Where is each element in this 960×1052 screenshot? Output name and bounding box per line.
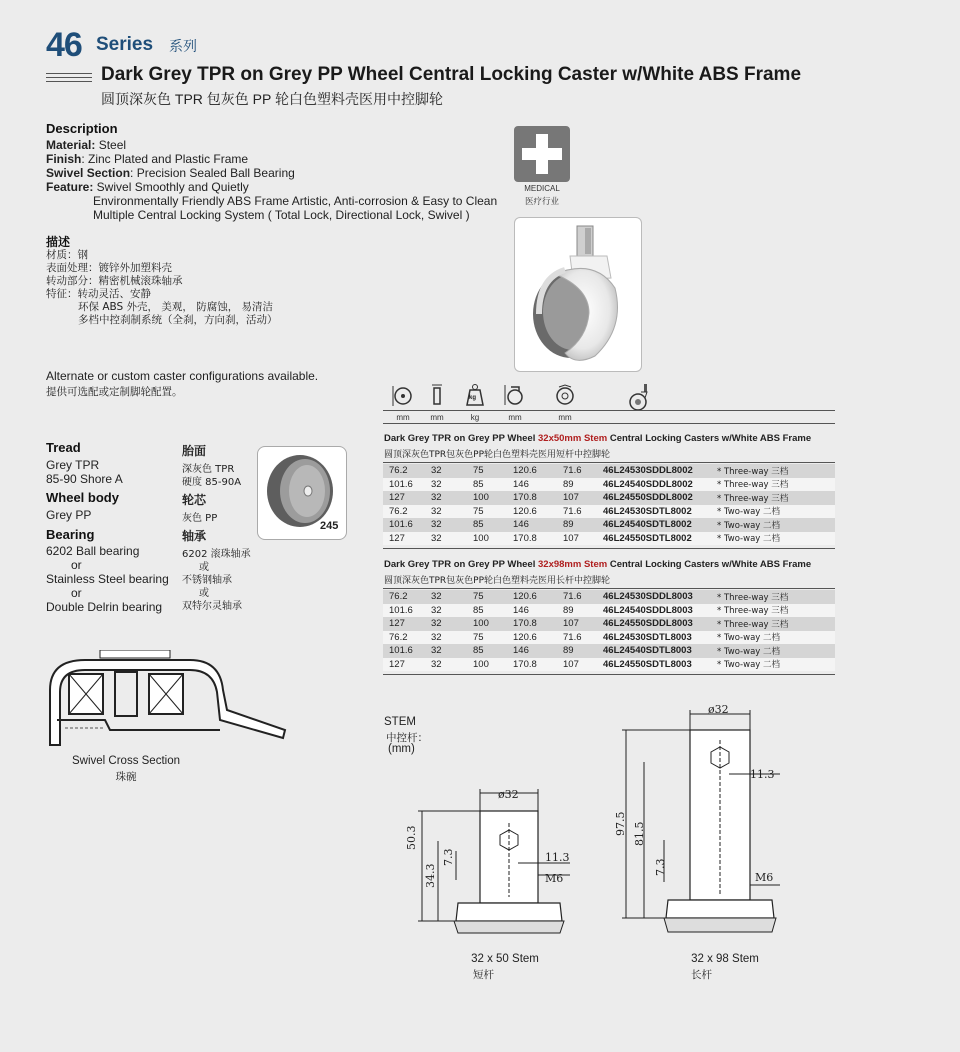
tread-value: Grey TPR: [46, 458, 100, 472]
table-row: [383, 658, 835, 672]
model-number-cell: 46L24530SDTL8003: [603, 631, 717, 645]
stem-label-cn: 中控杆：: [386, 732, 428, 744]
wheel-body-label: Wheel body: [46, 490, 119, 505]
page-title-cn: 圆顶深灰色 TPR 包灰色 PP 轮白色塑料壳医用中控脚轮: [101, 91, 443, 107]
kg-symbol: kg: [469, 395, 477, 401]
table-cell: 127: [383, 617, 431, 631]
wheel-width-icon: [417, 382, 457, 422]
table-row: [383, 532, 835, 546]
table1-title: Dark Grey TPR on Grey PP Wheel 32x50mm Stem Central Locking Casters w/White ABS Frame: [384, 433, 812, 444]
unit-label: mm: [430, 413, 444, 422]
table-cell: 32: [431, 478, 473, 492]
table-cell: 89: [563, 604, 603, 618]
model-number-cell: 46L24550SDTL8002: [603, 532, 717, 546]
table-row: [383, 518, 835, 532]
table-cell: 146: [513, 644, 563, 658]
table-cell: 89: [563, 644, 603, 658]
table-cell: 101.6: [383, 644, 431, 658]
spec-table-2: [383, 590, 835, 671]
wheel-code: 245: [320, 520, 339, 532]
medical-label: MEDICAL: [524, 184, 560, 193]
table-cell: 71.6: [563, 505, 603, 519]
table-cell: 120.6: [513, 505, 563, 519]
rule: [383, 462, 835, 463]
tread-label: Tread: [46, 440, 81, 455]
table-cell: 32: [431, 532, 473, 546]
table-cell: 32: [431, 491, 473, 505]
table-cell: * Three-way 三档: [717, 590, 835, 604]
table-cell: 32: [431, 658, 473, 672]
table-cell: * Three-way 三档: [717, 464, 835, 478]
or-cn: 或: [199, 588, 209, 599]
table-cell: * Two-way 二档: [717, 505, 835, 519]
series-number: 46: [46, 26, 82, 64]
description-heading: Description: [46, 121, 118, 136]
medical-cross-icon: [522, 148, 562, 160]
table1-subtitle: 圆顶深灰色TPR包灰色PP轮白色塑料壳医用短杆中控脚轮: [384, 450, 611, 460]
table-cell: 120.6: [513, 631, 563, 645]
description-cn-line: 表面处理：镀锌外加塑料壳: [46, 262, 172, 274]
table2-title: Dark Grey TPR on Grey PP Wheel 32x98mm Stem Central Locking Casters w/White ABS Frame: [384, 559, 812, 570]
table-cell: 120.6: [513, 590, 563, 604]
table-cell: 71.6: [563, 631, 603, 645]
bearing-value: 6202 Ball bearing: [46, 544, 140, 558]
tread-cn-value: 深灰色 TPR: [182, 464, 235, 475]
table2-subtitle: 圆顶深灰色TPR包灰色PP轮白色塑料壳医用长杆中控脚轮: [384, 576, 611, 586]
model-number-cell: 46L24550SDDL8002: [603, 491, 717, 505]
table-cell: 32: [431, 604, 473, 618]
tread-hardness: 85-90 Shore A: [46, 472, 123, 486]
table-row: [383, 590, 835, 604]
table-cell: 127: [383, 658, 431, 672]
spec-icons-row: [383, 382, 835, 422]
unit-label: mm: [396, 413, 410, 422]
stem-unit: (mm): [388, 743, 415, 755]
table-row: [383, 617, 835, 631]
long-stem-small-height: 7.3: [654, 858, 667, 876]
model-number-cell: 46L24530SDDL8002: [603, 464, 717, 478]
long-stem-total-height: 97.5: [614, 811, 627, 836]
table-cell: 85: [473, 644, 513, 658]
table-cell: 76.2: [383, 590, 431, 604]
table-cell: 71.6: [563, 590, 603, 604]
body-cn-value: 灰色 PP: [182, 513, 218, 524]
table-cell: 75: [473, 590, 513, 604]
short-stem-mid-height: 34.3: [424, 863, 437, 888]
table-cell: 100: [473, 532, 513, 546]
short-stem-total-height: 50.3: [405, 825, 418, 850]
table-cell: 32: [431, 505, 473, 519]
short-stem-thread: M6: [545, 872, 564, 885]
short-stem-caption-cn: 短杆: [473, 969, 494, 981]
table-cell: 101.6: [383, 604, 431, 618]
table-cell: 127: [383, 491, 431, 505]
model-number-cell: 46L24530SDDL8003: [603, 590, 717, 604]
tread-cn-label: 胎面: [182, 444, 207, 458]
description-cn-line: 多档中控刹制系统（全刹，方向刹，活动）: [78, 314, 278, 326]
model-number-cell: 46L24540SDDL8002: [603, 478, 717, 492]
table-cell: 32: [431, 518, 473, 532]
feature-line-3: Multiple Central Locking System ( Total Lock, Directional Lock, Swivel ): [93, 208, 470, 222]
table-cell: * Two-way 二档: [717, 658, 835, 672]
load-weight-icon: [455, 382, 495, 422]
or-text: or: [71, 558, 82, 572]
table-cell: * Three-way 三档: [717, 491, 835, 505]
table-cell: * Two-way 二档: [717, 532, 835, 546]
table-cell: * Two-way 二档: [717, 518, 835, 532]
model-number-cell: 46L24540SDTL8002: [603, 518, 717, 532]
product-photo: [514, 217, 642, 372]
short-stem-hex: 11.3: [545, 851, 570, 864]
feature-line: Feature: Swivel Smoothly and Quietly: [46, 180, 249, 194]
stem-label: STEM: [384, 716, 416, 728]
table-cell: 71.6: [563, 464, 603, 478]
table-cell: 89: [563, 518, 603, 532]
table-cell: 146: [513, 478, 563, 492]
table-cell: 32: [431, 644, 473, 658]
table-cell: * Three-way 三档: [717, 604, 835, 618]
bearing-value: Double Delrin bearing: [46, 600, 163, 614]
table-cell: 76.2: [383, 464, 431, 478]
table-row: [383, 631, 835, 645]
table-cell: 76.2: [383, 505, 431, 519]
medical-label-cn: 医疗行业: [524, 197, 559, 207]
alternate-note: Alternate or custom caster configurations available.: [46, 369, 319, 383]
table-cell: 146: [513, 604, 563, 618]
swivel-cross-section-drawing: [45, 650, 295, 750]
table-row: [383, 644, 835, 658]
tread-cn-hardness: 硬度 85-90A: [182, 477, 242, 488]
table-cell: 85: [473, 478, 513, 492]
spec-table-1: [383, 464, 835, 545]
description-cn-line: 环保 ABS 外壳， 美观， 防腐蚀， 易清洁: [78, 301, 274, 313]
table-cell: 100: [473, 617, 513, 631]
description-cn-line: 材质：钢: [46, 249, 88, 261]
table-cell: 75: [473, 464, 513, 478]
bearing-cn-value: 不锈钢轴承: [182, 575, 232, 586]
table-cell: 100: [473, 658, 513, 672]
alternate-note-cn: 提供可选配或定制脚轮配置。: [46, 386, 183, 398]
short-stem-diameter: ø32: [498, 788, 519, 801]
feature-line-2: Environmentally Friendly ABS Frame Artistic, Anti-corrosion & Easy to Clean: [93, 194, 498, 208]
unit-label: mm: [558, 413, 572, 422]
rule: [383, 588, 835, 589]
table-cell: 120.6: [513, 464, 563, 478]
cross-section-caption: Swivel Cross Section: [71, 755, 180, 767]
table-cell: 107: [563, 491, 603, 505]
or-cn: 或: [199, 562, 209, 573]
table-row: [383, 491, 835, 505]
table-cell: 101.6: [383, 478, 431, 492]
table-cell: 32: [431, 617, 473, 631]
table-cell: * Three-way 三档: [717, 617, 835, 631]
table-cell: 127: [383, 532, 431, 546]
model-number-cell: 46L24540SDDL8003: [603, 604, 717, 618]
table-cell: 170.8: [513, 532, 563, 546]
finish-line: Finish: Zinc Plated and Plastic Frame: [46, 152, 249, 166]
table-cell: * Two-way 二档: [717, 631, 835, 645]
swivel-radius-icon: [545, 382, 585, 422]
table-row: [383, 478, 835, 492]
page-title: Dark Grey TPR on Grey PP Wheel Central Locking Caster w/White ABS Frame: [101, 64, 802, 85]
table-cell: 85: [473, 518, 513, 532]
bearing-cn-label: 轴承: [182, 529, 207, 543]
model-number-cell: 46L24540SDTL8003: [603, 644, 717, 658]
table-row: [383, 505, 835, 519]
long-stem-caption: 32 x 98 Stem: [691, 953, 759, 965]
table-row: [383, 604, 835, 618]
long-stem-thread: M6: [755, 871, 774, 884]
rule: [383, 423, 835, 424]
or-text: or: [71, 586, 82, 600]
material-line: Material: Steel: [46, 138, 127, 152]
long-stem-diameter: ø32: [708, 703, 729, 716]
bearing-cn-value: 6202 滚珠轴承: [182, 549, 251, 560]
table-cell: 101.6: [383, 518, 431, 532]
model-number-cell: 46L24530SDTL8002: [603, 505, 717, 519]
model-number-cell: 46L24550SDTL8003: [603, 658, 717, 672]
bearing-label: Bearing: [46, 527, 95, 542]
table-cell: 170.8: [513, 491, 563, 505]
swivel-line: Swivel Section: Precision Sealed Ball Bearing: [46, 166, 295, 180]
overall-height-icon: [495, 382, 535, 422]
wheel-body-value: Grey PP: [46, 508, 92, 522]
table-cell: 107: [563, 532, 603, 546]
rule: [383, 548, 835, 549]
table-cell: * Two-way 二档: [717, 644, 835, 658]
table-cell: 170.8: [513, 658, 563, 672]
table-cell: 100: [473, 491, 513, 505]
short-stem-small-height: 7.3: [442, 848, 455, 866]
caster-type-icon: [619, 382, 659, 422]
long-stem-hex: 11.3: [750, 768, 775, 781]
table-cell: 75: [473, 631, 513, 645]
table-cell: 32: [431, 590, 473, 604]
table-cell: 89: [563, 478, 603, 492]
table-cell: 32: [431, 464, 473, 478]
unit-label: kg: [470, 413, 480, 422]
description-cn-line: 转动部分：精密机械滚珠轴承: [46, 275, 183, 287]
long-stem-mid-height: 81.5: [633, 821, 646, 846]
table-cell: 107: [563, 617, 603, 631]
table-cell: * Three-way 三档: [717, 478, 835, 492]
table-cell: 107: [563, 658, 603, 672]
series-cn: 系列: [169, 38, 197, 54]
cross-section-caption-cn: 珠碗: [115, 771, 137, 783]
table-row: [383, 464, 835, 478]
table-cell: 170.8: [513, 617, 563, 631]
description-cn-heading: 描述: [46, 235, 71, 249]
table-cell: 76.2: [383, 631, 431, 645]
description-cn-line: 特征：转动灵活、安静: [46, 288, 151, 300]
series-word: Series: [96, 34, 154, 55]
rule: [383, 410, 835, 411]
table-cell: 146: [513, 518, 563, 532]
rule: [383, 674, 835, 675]
table-cell: 85: [473, 604, 513, 618]
table-cell: 32: [431, 631, 473, 645]
short-stem-caption: 32 x 50 Stem: [471, 953, 539, 965]
long-stem-caption-cn: 长杆: [691, 969, 712, 981]
table-cell: 75: [473, 505, 513, 519]
model-number-cell: 46L24550SDDL8003: [603, 617, 717, 631]
unit-label: mm: [508, 413, 522, 422]
bearing-cn-value: 双特尔灵轴承: [182, 601, 242, 612]
body-cn-label: 轮芯: [182, 493, 207, 507]
bearing-value: Stainless Steel bearing: [46, 572, 169, 586]
title-decoration-lines: [46, 73, 92, 85]
